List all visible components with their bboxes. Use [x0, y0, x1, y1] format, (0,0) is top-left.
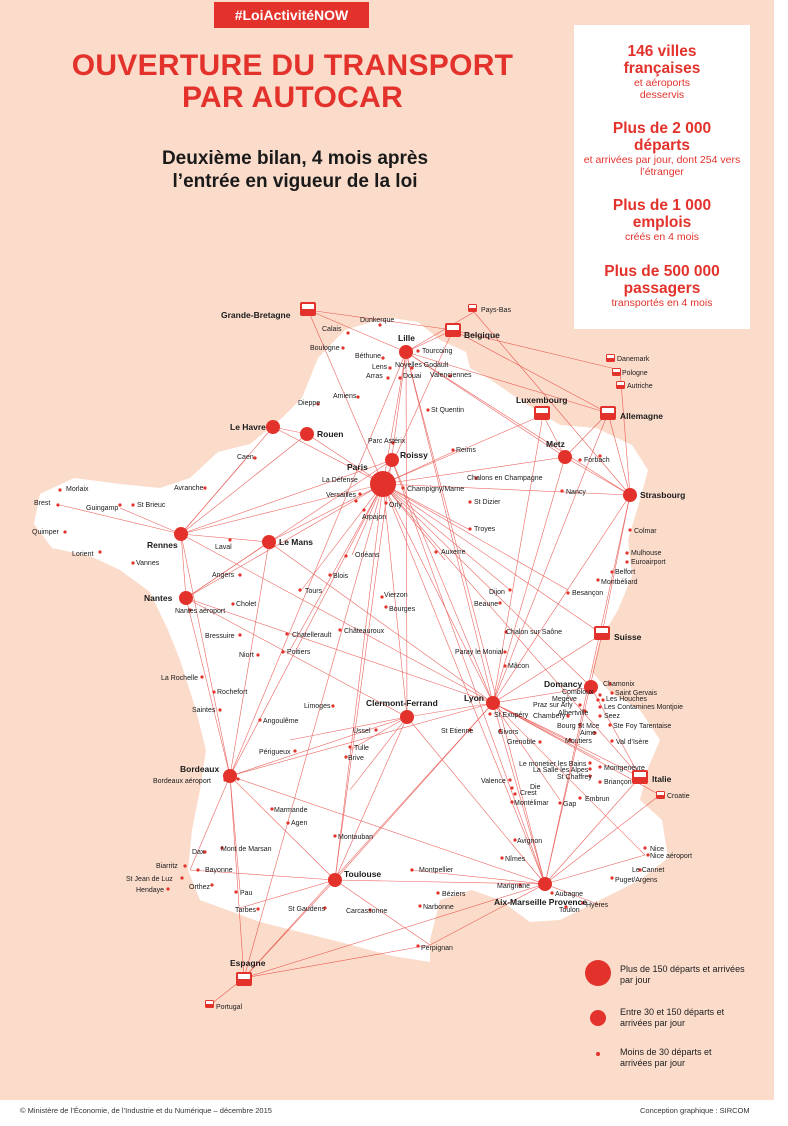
label-city: Montauban: [338, 834, 374, 841]
bus-icon: [534, 406, 550, 420]
label-city: Niort: [239, 652, 254, 659]
label-city: Vannes: [136, 560, 160, 567]
label-city: Belfort: [615, 569, 636, 576]
bus-icon: [632, 770, 648, 784]
bus-icon: [236, 972, 252, 986]
stat-caption: et arrivées par jour, dont 254 vers l’étranger: [583, 154, 741, 178]
label-pays-bas: Pays-Bas: [481, 307, 511, 314]
label-city: Arpajon: [362, 514, 387, 521]
bus-icon: [612, 368, 621, 376]
label-city: Poitiers: [287, 649, 311, 656]
label-city: Praz sur Arly: [533, 702, 573, 709]
label-city: Colmar: [634, 528, 657, 535]
label-italie: Italie: [652, 774, 672, 784]
bus-icon: [445, 323, 461, 337]
label-city: Mulhouse: [631, 550, 662, 557]
label-lyon: Lyon: [464, 693, 484, 703]
label-city: Saint Gervais: [615, 690, 658, 697]
stat-departs: [574, 120, 750, 178]
label-roissy: Roissy: [400, 450, 428, 460]
label-city: Dunkerque: [360, 317, 395, 324]
label-le-mans: Le Mans: [279, 537, 314, 547]
label-city: Amiens: [333, 393, 357, 400]
label-espagne: Espagne: [230, 958, 266, 968]
legend-dot-medium: [590, 1010, 606, 1026]
subtitle-line-1: Deuxième bilan, 4 mois après: [161, 148, 429, 169]
label-city: Aime: [580, 730, 596, 737]
label-city: Les Houches: [606, 696, 647, 703]
label-city: Brive: [348, 755, 364, 762]
stats-panel: [574, 25, 750, 329]
label-city: Crest: [520, 790, 537, 797]
label-city: Dijon: [489, 589, 505, 596]
label-luxembourg: Luxembourg: [516, 395, 568, 405]
label-city: Parc Astérix: [368, 438, 406, 445]
label-city: Avignon: [517, 838, 543, 845]
legend-text-medium: Entre 30 et 150 départs et arrivées par jour: [620, 1007, 725, 1028]
label-city: Troyes: [474, 526, 496, 533]
label-city: Marignane: [497, 883, 531, 890]
label-aix-marseille: Aix-Marseille Provence: [494, 897, 588, 907]
label-city: Tulle: [354, 745, 369, 752]
stat-villes: [574, 43, 750, 101]
label-city: Besançon: [572, 590, 604, 597]
label-city: Bourges: [389, 606, 416, 613]
label-city: Briançon: [604, 779, 632, 786]
label-city: Aubagne: [555, 891, 584, 898]
label-city: Valence: [481, 778, 506, 785]
label-city: Les Contamines Montjoie: [604, 704, 683, 711]
hub-strasbourg: [623, 488, 637, 502]
hub-toulouse: [328, 873, 342, 887]
bus-icon: [468, 304, 477, 312]
label-city: Orléans: [355, 552, 380, 559]
legend-row-large: [580, 960, 770, 990]
hub-metz: [558, 450, 572, 464]
bus-icon: [656, 791, 665, 799]
label-city: Champigny/Marne: [407, 486, 465, 493]
label-city: Angoulême: [263, 718, 299, 725]
hub-rouen: [300, 427, 314, 441]
label-city: Calais: [322, 326, 342, 333]
label-city: Narbonne: [423, 904, 454, 911]
label-city: Beaune: [474, 601, 499, 608]
label-city: Bayonne: [205, 867, 233, 874]
label-city: Bressuire: [205, 633, 235, 640]
label-city: Blois: [333, 573, 349, 580]
stat-caption: créés en 4 mois: [624, 231, 700, 243]
label-city: Rochefort: [217, 689, 248, 696]
label-toulouse: Toulouse: [344, 869, 382, 879]
map-legend: [580, 955, 770, 1075]
label-city: Nice: [650, 846, 665, 853]
stat-emplois: [574, 197, 750, 243]
label-city: Tarbes: [235, 907, 257, 914]
page-title: [40, 50, 545, 114]
legend-text-large: Plus de 150 départs et arrivées par jour: [620, 964, 745, 985]
label-croatie: Croatie: [667, 793, 690, 800]
label-city: Albertville: [558, 710, 589, 717]
label-city: Dieppe: [298, 400, 321, 407]
label-city: Noyelles Godault: [395, 362, 449, 369]
hub-clermont-ferrand: [400, 710, 414, 724]
label-belgique: Belgique: [464, 330, 500, 340]
label-city: Lens: [372, 364, 388, 371]
label-city: Laval: [215, 544, 232, 551]
label-city: St Quentin: [431, 407, 465, 414]
label-city: Le monetier les Bains: [519, 761, 587, 768]
label-city: Ussel: [353, 728, 371, 735]
label-city: Saintes: [192, 707, 216, 714]
label-city: La Rochelle: [161, 675, 198, 682]
label-city: Cholet: [236, 601, 257, 608]
label-city: Pau: [240, 890, 253, 897]
hub-nantes: [179, 591, 193, 605]
label-city: Dax: [192, 849, 205, 856]
label-city: Valenciennes: [430, 372, 472, 379]
legend-dot-large: [585, 960, 611, 986]
legend-text-small: Moins de 30 départs et arrivées par jour: [620, 1047, 712, 1068]
label-city: Marmande: [274, 807, 308, 814]
label-city: Morlaix: [66, 486, 89, 493]
label-city: Die: [530, 784, 541, 791]
label-city: Tourcoing: [422, 348, 453, 355]
label-city: Arras: [366, 373, 383, 380]
label-city: Hyères: [586, 902, 609, 909]
label-city: Chalon sur Saône: [506, 629, 563, 636]
bus-icon: [205, 1000, 214, 1008]
label-city: Megève: [552, 696, 577, 703]
stat-value: Plus de 2 000 départs: [612, 120, 712, 154]
label-city: Nantes aéroport: [175, 608, 226, 615]
label-city: St Chaffrey: [557, 774, 592, 781]
france-outline: [34, 318, 668, 962]
bus-icon: [600, 406, 616, 420]
label-allemagne: Allemagne: [620, 411, 663, 421]
bus-icon: [594, 626, 610, 640]
label-city: Chatellerault: [292, 632, 332, 639]
label-danemark: Danemark: [617, 356, 650, 363]
label-city: Limoges: [304, 703, 331, 710]
label-city: Moutiers: [565, 738, 592, 745]
label-city: Quimper: [32, 529, 59, 536]
label-nantes: Nantes: [144, 593, 173, 603]
label-city: Grenoble: [507, 739, 536, 746]
label-suisse: Suisse: [614, 632, 642, 642]
legend-row-medium: [580, 1007, 770, 1037]
title-line-1: OUVERTURE DU TRANSPORT: [71, 49, 514, 82]
label-city: Montgenèvre: [604, 765, 645, 772]
label-city: Périgueux: [259, 749, 291, 756]
label-city: Angers: [212, 572, 235, 579]
stat-passagers: [574, 263, 750, 309]
label-city: Ste Foy Tarentaise: [613, 723, 672, 730]
title-line-2: PAR AUTOCAR: [181, 81, 404, 114]
label-city: Boulogne: [310, 345, 340, 352]
label-strasbourg: Strasbourg: [640, 490, 686, 500]
stat-value: Plus de 1 000 emplois: [612, 197, 712, 231]
hub-paris: [370, 471, 396, 497]
label-city: Val d’Isère: [616, 739, 649, 746]
label-city: Gap: [563, 801, 577, 808]
label-city: Carcassonne: [346, 908, 388, 915]
label-city: Lorient: [72, 551, 94, 558]
label-paris: Paris: [347, 462, 368, 472]
label-city: St Etienne: [441, 728, 474, 735]
label-metz: Metz: [546, 439, 565, 449]
label-city: Montbéliard: [601, 579, 638, 586]
label-city: Le Cannet: [632, 867, 665, 874]
label-city: Perpignan: [421, 945, 453, 952]
stat-caption: et aéroports desservis: [633, 77, 691, 101]
label-city: Béthune: [355, 353, 382, 360]
label-city: St Gaudens: [288, 906, 325, 913]
label-city: Brest: [34, 500, 51, 507]
label-city: Biarritz: [156, 863, 178, 870]
label-city: Mâcon: [508, 663, 530, 670]
label-city: Caen: [237, 454, 254, 461]
label-domancy: Domancy: [544, 679, 583, 689]
bus-icon: [300, 302, 316, 316]
label-city: Reims: [456, 447, 476, 454]
label-lille: Lille: [398, 333, 416, 343]
label-city: Chamonix: [603, 681, 635, 688]
label-clermont-ferrand: Clermont-Ferrand: [366, 698, 438, 708]
label-city: Douai: [403, 373, 422, 380]
hub-lille: [399, 345, 413, 359]
hub-le-havre: [266, 420, 280, 434]
legend-row-small: [580, 1047, 770, 1077]
label-city: Orthez: [189, 884, 211, 891]
label-city: Mont de Marsan: [221, 846, 272, 853]
label-grande-bretagne: Grande-Bretagne: [221, 310, 291, 320]
label-autriche: Autriche: [627, 383, 653, 390]
hub-rennes: [174, 527, 188, 541]
label-city: Guingamp: [86, 505, 119, 512]
bus-icon: [616, 381, 625, 389]
label-city: Bourg St Mce: [557, 723, 600, 730]
stat-value: Plus de 500 000 passagers: [604, 263, 720, 297]
label-city: Embrun: [585, 796, 610, 803]
label-le-havre: Le Havre: [230, 422, 266, 432]
label-city: Béziers: [442, 891, 466, 898]
label-city: La Salle les Alpes: [533, 767, 589, 774]
hub-roissy: [385, 453, 399, 467]
label-city: Versailles: [326, 492, 356, 499]
stat-value: 146 villes françaises: [623, 43, 701, 77]
label-pologne: Pologne: [622, 370, 648, 377]
label-city: Agen: [291, 820, 308, 827]
label-city: Hendaye: [136, 887, 165, 894]
label-city: Nancy: [566, 489, 586, 496]
label-city: Vierzon: [384, 592, 408, 599]
label-city: Combloux: [562, 689, 594, 696]
label-city: Paray le Monial: [455, 649, 504, 656]
hub-le-mans: [262, 535, 276, 549]
label-city: St Jean de Luz: [126, 876, 173, 883]
footer-credit: Conception graphique : SIRCOM: [640, 1106, 750, 1115]
label-city: Auxerre: [441, 549, 466, 556]
label-city: Nîmes: [505, 856, 526, 863]
label-portugal: Portugal: [216, 1004, 243, 1011]
footer-copyright: © Ministère de l’Économie, de l’Industrie et du Numérique – décembre 2015: [20, 1106, 272, 1115]
label-rennes: Rennes: [147, 540, 178, 550]
label-city: Bordeaux aéroport: [153, 778, 211, 785]
legend-dot-small: [596, 1052, 600, 1056]
label-city: Seez: [604, 713, 620, 720]
label-city: Orly: [389, 502, 402, 509]
page-subtitle: [100, 147, 490, 193]
label-city: Tours: [305, 588, 323, 595]
hashtag-banner: #LoiActivitéNOW: [214, 2, 369, 28]
subtitle-line-2: l’entrée en vigueur de la loi: [172, 171, 418, 192]
label-city: Avranche: [174, 485, 204, 492]
hub-lyon: [486, 696, 500, 710]
label-city: Montélimar: [514, 800, 549, 807]
bus-icon: [606, 354, 615, 362]
label-city: Nice aéroport: [650, 853, 693, 860]
label-city: Puget/Argens: [615, 877, 658, 884]
label-city: La Défense: [322, 477, 358, 484]
hub-aix-marseille: [538, 877, 552, 891]
label-city: St Exupéry: [494, 712, 529, 719]
stat-caption: transportés en 4 mois: [611, 297, 713, 309]
label-city: St Brieuc: [137, 502, 166, 509]
label-city: Euroairport: [631, 559, 666, 566]
label-city: Forbach: [584, 457, 610, 464]
label-city: Toulon: [559, 907, 580, 914]
label-city: Chambery: [533, 713, 566, 720]
label-city: Chalons en Champagne: [467, 475, 543, 482]
label-bordeaux: Bordeaux: [180, 764, 220, 774]
label-city: Montpellier: [419, 867, 454, 874]
label-rouen: Rouen: [317, 429, 344, 439]
label-city: Châteauroux: [344, 628, 385, 635]
label-city: Givors: [498, 729, 519, 736]
label-city: St Dizier: [474, 499, 501, 506]
